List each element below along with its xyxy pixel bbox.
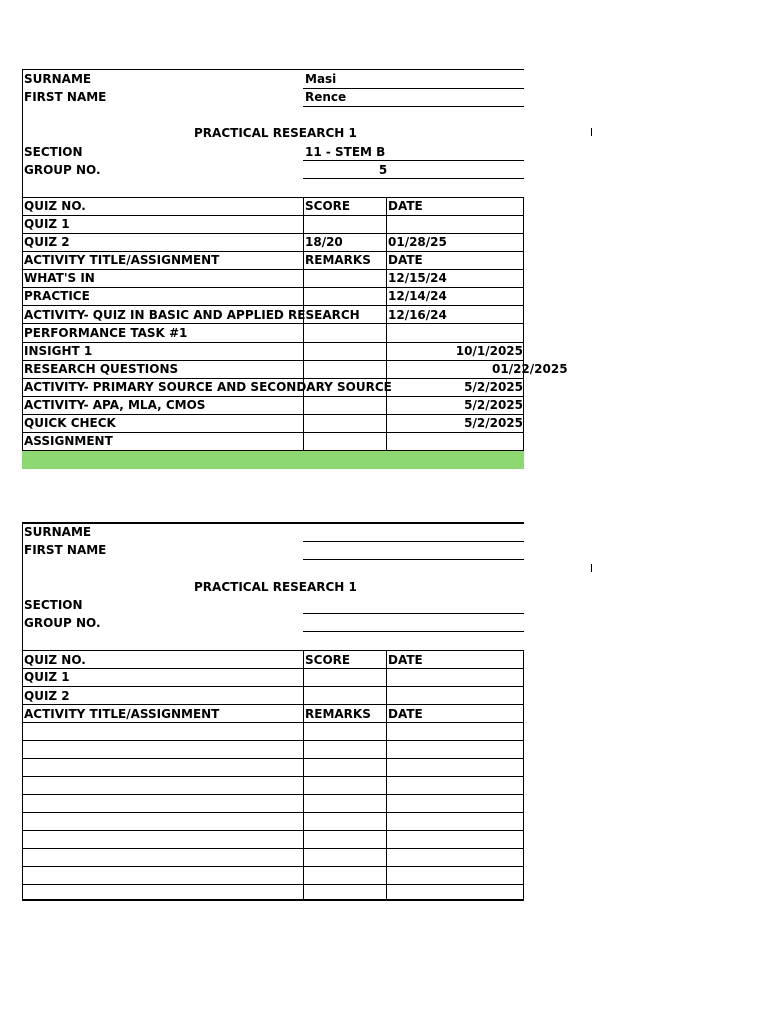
row-divider — [22, 269, 524, 270]
form-top-border — [22, 69, 524, 70]
group-label: GROUP NO. — [24, 163, 101, 177]
activity-date[interactable]: 12/14/24 — [388, 289, 447, 303]
header-date: DATE — [388, 653, 423, 667]
activity-date[interactable]: 5/2/2025 — [464, 380, 523, 394]
cursor-mark — [591, 128, 592, 136]
activity-date[interactable]: 5/2/2025 — [464, 398, 523, 412]
surname-label: SURNAME — [24, 525, 92, 539]
row-divider — [22, 794, 524, 795]
row-divider — [22, 740, 524, 741]
activity-name: ASSIGNMENT — [24, 434, 113, 448]
activity-date[interactable]: 12/16/24 — [388, 308, 447, 322]
row-divider — [22, 215, 524, 216]
header-score: SCORE — [305, 199, 351, 213]
activity-date[interactable]: 10/1/2025 — [455, 344, 523, 358]
row-divider — [22, 830, 524, 831]
header-date: DATE — [388, 199, 423, 213]
firstname-label: FIRST NAME — [24, 90, 107, 104]
firstname-value[interactable]: Rence — [305, 90, 347, 104]
quiz-name: QUIZ 1 — [24, 670, 70, 684]
activity-name: INSIGHT 1 — [24, 344, 93, 358]
row-divider — [22, 287, 524, 288]
row-divider — [22, 848, 524, 849]
quiz-name: QUIZ 2 — [24, 689, 70, 703]
group-label: GROUP NO. — [24, 616, 101, 630]
section-label: SECTION — [24, 598, 83, 612]
header-date: DATE — [388, 253, 423, 267]
activity-name: ACTIVITY- APA, MLA, CMOS — [24, 398, 206, 412]
firstname-underline[interactable] — [303, 559, 524, 560]
quiz-score[interactable]: 18/20 — [305, 235, 343, 249]
activity-name: ACTIVITY- PRIMARY SOURCE AND SECONDARY SOURCE — [24, 380, 392, 394]
row-divider — [22, 899, 524, 901]
activity-name: RESEARCH QUESTIONS — [24, 362, 179, 376]
header-score: SCORE — [305, 653, 351, 667]
activity-name: QUICK CHECK — [24, 416, 116, 430]
header-quiz-no: QUIZ NO. — [24, 199, 86, 213]
header-activity: ACTIVITY TITLE/ASSIGNMENT — [24, 707, 220, 721]
row-divider — [22, 668, 524, 669]
section-value[interactable]: 11 - STEM B — [305, 145, 386, 159]
row-divider — [22, 686, 524, 687]
firstname-label: FIRST NAME — [24, 543, 107, 557]
form-title: PRACTICAL RESEARCH 1 — [194, 580, 357, 594]
col-divider — [386, 197, 387, 451]
activity-date[interactable]: 12/15/24 — [388, 271, 447, 285]
quiz-name: QUIZ 1 — [24, 217, 70, 231]
activity-date[interactable]: 01/22/2025 — [492, 362, 568, 376]
cursor-mark — [591, 564, 592, 572]
col-divider — [303, 650, 304, 900]
section-underline[interactable] — [303, 613, 524, 614]
row-divider — [22, 884, 524, 885]
group-underline — [303, 178, 524, 179]
form-left-border — [22, 522, 23, 900]
row-divider — [22, 197, 524, 198]
col-divider — [386, 650, 387, 900]
row-divider — [22, 758, 524, 759]
row-divider — [22, 650, 524, 651]
activity-date[interactable]: 5/2/2025 — [464, 416, 523, 430]
header-remarks: REMARKS — [305, 707, 371, 721]
row-divider — [22, 233, 524, 234]
header-remarks: REMARKS — [305, 253, 371, 267]
form-title: PRACTICAL RESEARCH 1 — [194, 126, 357, 140]
col-divider — [523, 650, 524, 900]
quiz-date[interactable]: 01/28/25 — [388, 235, 447, 249]
firstname-underline — [303, 106, 524, 107]
section-label: SECTION — [24, 145, 83, 159]
header-activity: ACTIVITY TITLE/ASSIGNMENT — [24, 253, 220, 267]
col-divider — [303, 197, 304, 451]
header-quiz-no: QUIZ NO. — [24, 653, 86, 667]
surname-label: SURNAME — [24, 72, 92, 86]
form-top-border — [22, 522, 524, 524]
surname-value[interactable]: Masi — [305, 72, 337, 86]
activity-name: WHAT'S IN — [24, 271, 95, 285]
activity-name: ACTIVITY- QUIZ IN BASIC AND APPLIED RESEARCH — [24, 308, 360, 322]
header-date: DATE — [388, 707, 423, 721]
row-divider — [22, 776, 524, 777]
quiz-name: QUIZ 2 — [24, 235, 70, 249]
col-divider — [523, 197, 524, 451]
row-divider — [22, 812, 524, 813]
surname-underline[interactable] — [303, 541, 524, 542]
group-underline[interactable] — [303, 631, 524, 632]
group-value[interactable]: 5 — [378, 163, 388, 177]
row-divider — [22, 866, 524, 867]
activity-name: PERFORMANCE TASK #1 — [24, 326, 188, 340]
activity-name: PRACTICE — [24, 289, 90, 303]
highlight-bar — [22, 451, 524, 469]
